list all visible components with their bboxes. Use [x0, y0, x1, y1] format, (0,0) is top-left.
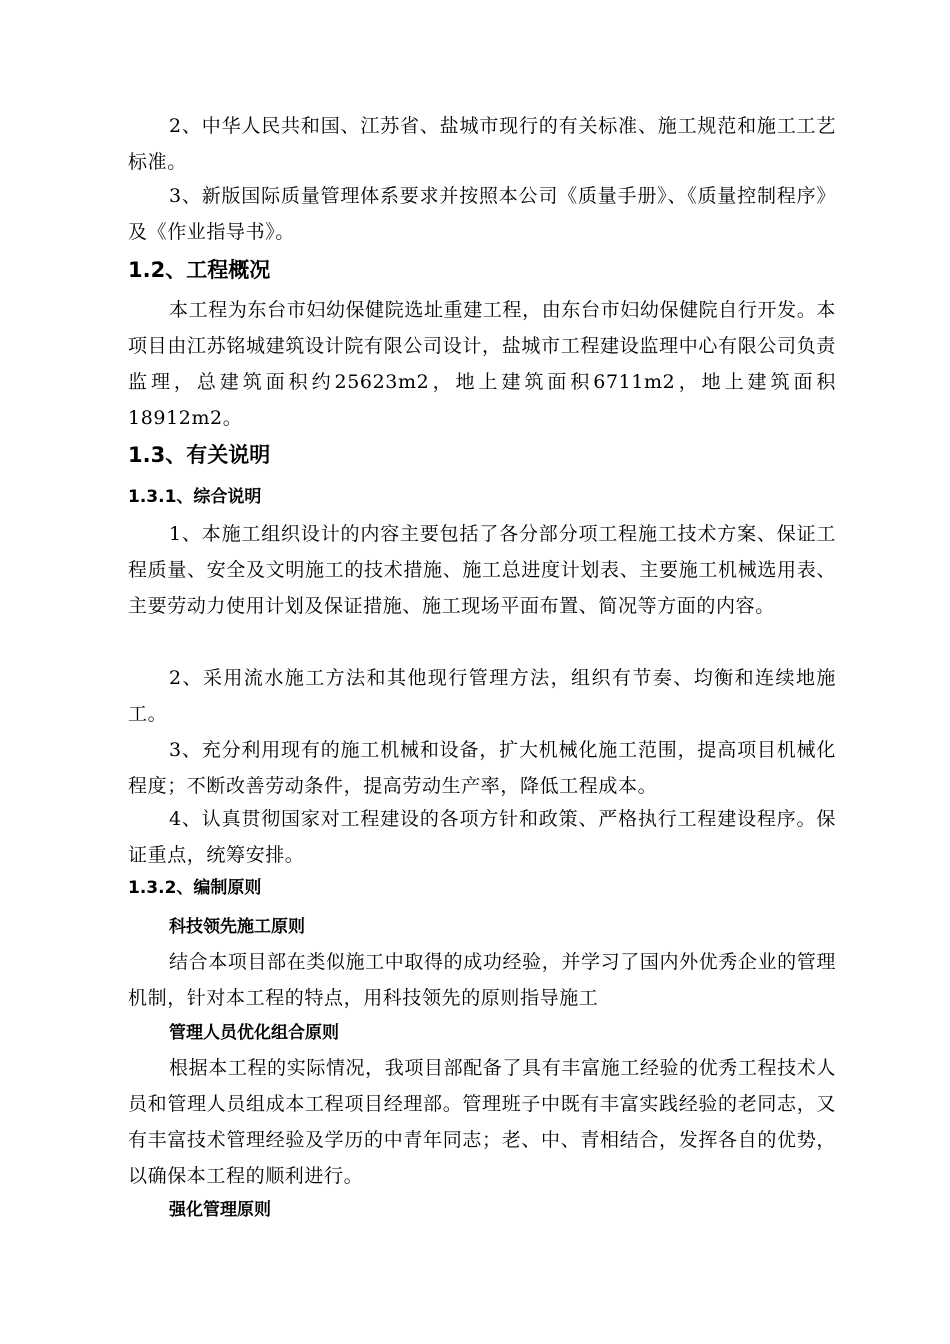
- general-item-3: 3、充分利用现有的施工机械和设备，扩大机械化施工范围，提高项目机械化程度；不断改善劳动条件，提高劳动生产率，降低工程成本。: [128, 739, 836, 797]
- overview-paragraph: 本工程为东台市妇幼保健院选址重建工程，由东台市妇幼保健院自行开发。本项目由江苏铭城建筑设计院有限公司设计，盐城市工程建设监理中心有限公司负责监理，总建筑面积约25623m2，地上建筑面积6711m2，地上建筑面积18912m2。: [128, 299, 836, 429]
- section-heading-overview: 1.2、工程概况: [128, 258, 271, 282]
- principle-heading-tech: 科技领先施工原则: [169, 917, 305, 937]
- general-item-4: 4、认真贯彻国家对工程建设的各项方针和政策、严格执行工程建设程序。保证重点，统筹安排。: [128, 808, 836, 866]
- standard-item-2: 2、中华人民共和国、江苏省、盐城市现行的有关标准、施工规范和施工工艺标准。: [128, 115, 836, 173]
- principle-text-staff: 根据本工程的实际情况，我项目部配备了具有丰富施工经验的优秀工程技术人员和管理人员组成本工程项目经理部。管理班子中既有丰富实践经验的老同志，又有丰富技术管理经验及学历的中青年同志；老、中、青相结合，发挥各自的优势，以确保本工程的顺利进行。: [128, 1057, 836, 1187]
- standard-item-3: 3、新版国际质量管理体系要求并按照本公司《质量手册》、《质量控制程序》及《作业指导书》。: [128, 185, 836, 243]
- principle-heading-management: 强化管理原则: [169, 1200, 271, 1220]
- general-item-1: 1、本施工组织设计的内容主要包括了各分部分项工程施工技术方案、保证工程质量、安全及文明施工的技术措施、施工总进度计划表、主要施工机械选用表、主要劳动力使用计划及保证措施、施工现场平面布置、简况等方面的内容。: [128, 523, 836, 617]
- section-heading-notes: 1.3、有关说明: [128, 443, 271, 467]
- subsection-heading-general: 1.3.1、综合说明: [128, 487, 262, 507]
- principle-heading-staff: 管理人员优化组合原则: [169, 1023, 339, 1043]
- principle-text-tech: 结合本项目部在类似施工中取得的成功经验，并学习了国内外优秀企业的管理机制，针对本工程的特点，用科技领先的原则指导施工: [128, 951, 836, 1009]
- general-item-2: 2、采用流水施工方法和其他现行管理方法，组织有节奏、均衡和连续地施工。: [128, 667, 836, 725]
- subsection-heading-principles: 1.3.2、编制原则: [128, 878, 262, 898]
